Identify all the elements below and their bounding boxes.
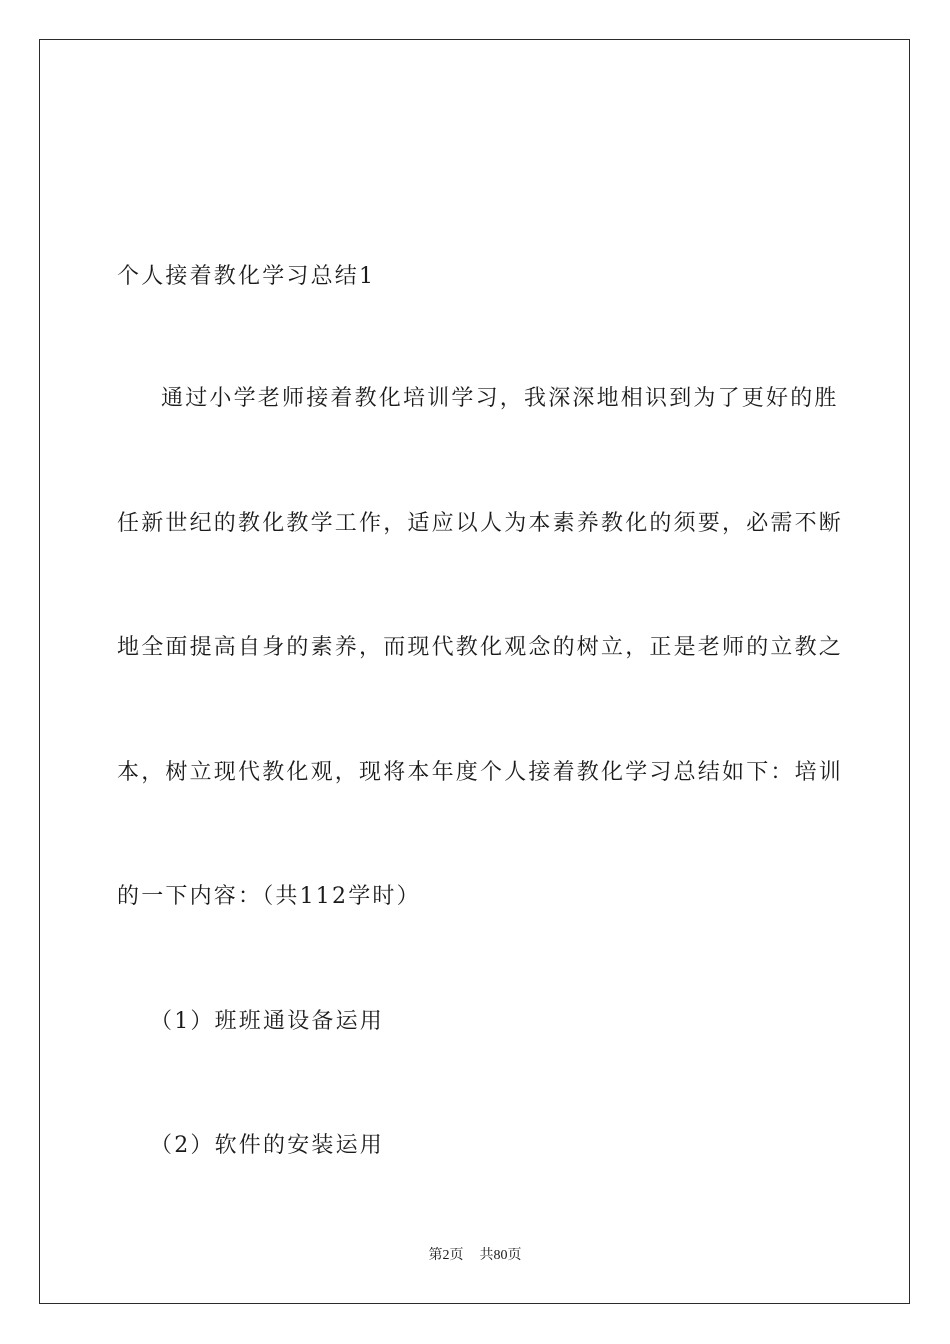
- list-item: （2）软件的安装运用: [150, 1133, 384, 1158]
- document-title: 个人接着教化学习总结1: [117, 264, 376, 289]
- page-total: 共80页: [479, 1248, 522, 1263]
- paragraph-line: 的一下内容：（共112学时）: [117, 884, 421, 909]
- paragraph-line: 通过小学老师接着教化培训学习，我深深地相识到为了更好的胜: [161, 386, 839, 411]
- page-border: [39, 39, 910, 1304]
- paragraph-line: 本，树立现代教化观，现将本年度个人接着教化学习总结如下：培训: [117, 760, 844, 785]
- list-item: （1）班班通设备运用: [150, 1009, 384, 1034]
- page-number: 第2页: [428, 1248, 464, 1263]
- page-footer: [0, 1246, 950, 1266]
- paragraph-line: 任新世纪的教化教学工作，适应以人为本素养教化的须要，必需不断: [117, 511, 844, 536]
- paragraph-line: 地全面提高自身的素养，而现代教化观念的树立，正是老师的立教之: [117, 635, 844, 660]
